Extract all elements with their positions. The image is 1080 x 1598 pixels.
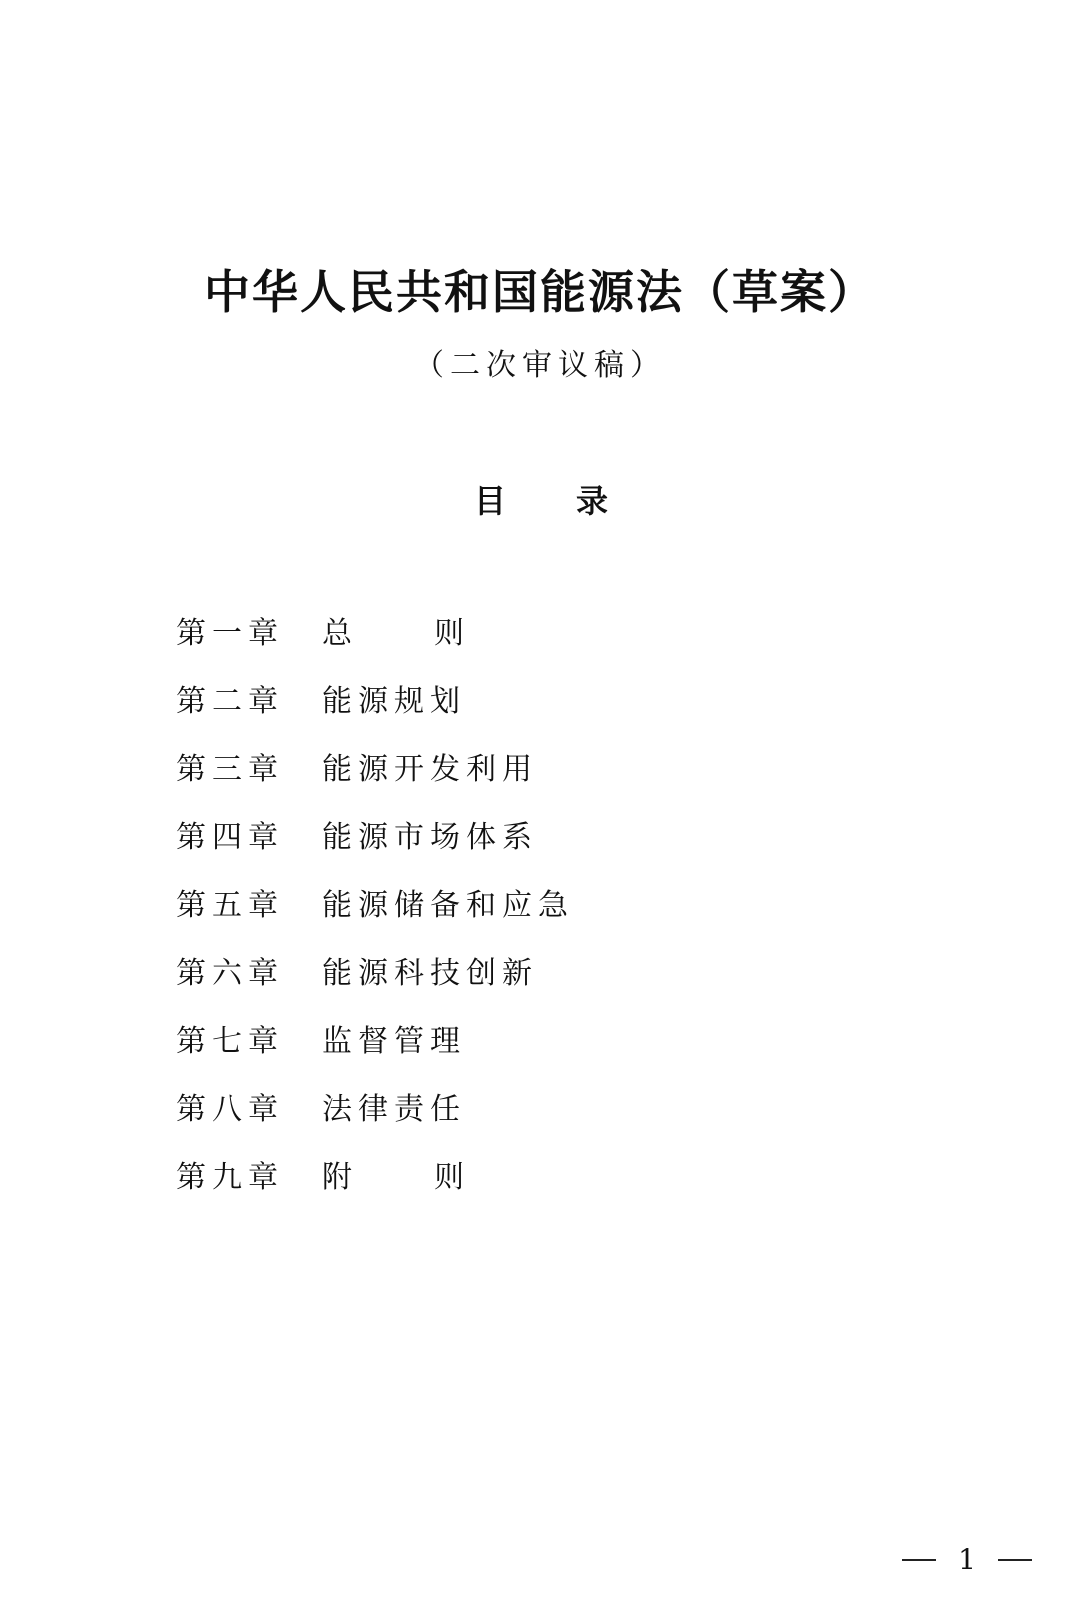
toc-item-chapter-6 xyxy=(176,950,876,1018)
document-subtitle: （二次审议稿） xyxy=(414,348,666,383)
chapter-number: 第八章 xyxy=(176,1092,284,1127)
toc-item-chapter-7 xyxy=(176,1018,876,1086)
chapter-title: 总 则 xyxy=(322,616,464,651)
chapter-title: 能源储备和应急 xyxy=(322,888,574,923)
chapter-title: 能源市场体系 xyxy=(322,820,538,855)
document-title: 中华人民共和国能源法（草案） xyxy=(204,265,876,319)
toc-item-chapter-8 xyxy=(176,1086,876,1154)
toc-item-chapter-2 xyxy=(176,678,876,746)
chapter-title: 能源科技创新 xyxy=(322,956,538,991)
toc-heading-char-2: 录 xyxy=(576,482,609,520)
page-number xyxy=(902,1542,1032,1578)
chapter-number: 第三章 xyxy=(176,752,284,787)
toc-item-chapter-4 xyxy=(176,814,876,882)
toc-heading xyxy=(0,478,1080,524)
chapter-number: 第五章 xyxy=(176,888,284,923)
chapter-number: 第七章 xyxy=(176,1024,284,1059)
page-number-value: 1 xyxy=(958,1543,976,1576)
chapter-number: 第二章 xyxy=(176,684,284,719)
table-of-contents xyxy=(176,610,876,1222)
page-number-dash-right xyxy=(998,1559,1032,1561)
toc-heading-char-1: 目 xyxy=(474,482,507,520)
chapter-number: 第四章 xyxy=(176,820,284,855)
chapter-title: 法律责任 xyxy=(322,1092,466,1127)
toc-item-chapter-5 xyxy=(176,882,876,950)
chapter-title: 能源规划 xyxy=(322,684,466,719)
chapter-number: 第一章 xyxy=(176,616,284,651)
toc-item-chapter-9 xyxy=(176,1154,876,1222)
chapter-number: 第六章 xyxy=(176,956,284,991)
chapter-title: 监督管理 xyxy=(322,1024,466,1059)
chapter-title: 附 则 xyxy=(322,1160,464,1195)
toc-item-chapter-1 xyxy=(176,610,876,678)
page-number-dash-left xyxy=(902,1559,936,1561)
chapter-title: 能源开发利用 xyxy=(322,752,538,787)
chapter-number: 第九章 xyxy=(176,1160,284,1195)
toc-item-chapter-3 xyxy=(176,746,876,814)
